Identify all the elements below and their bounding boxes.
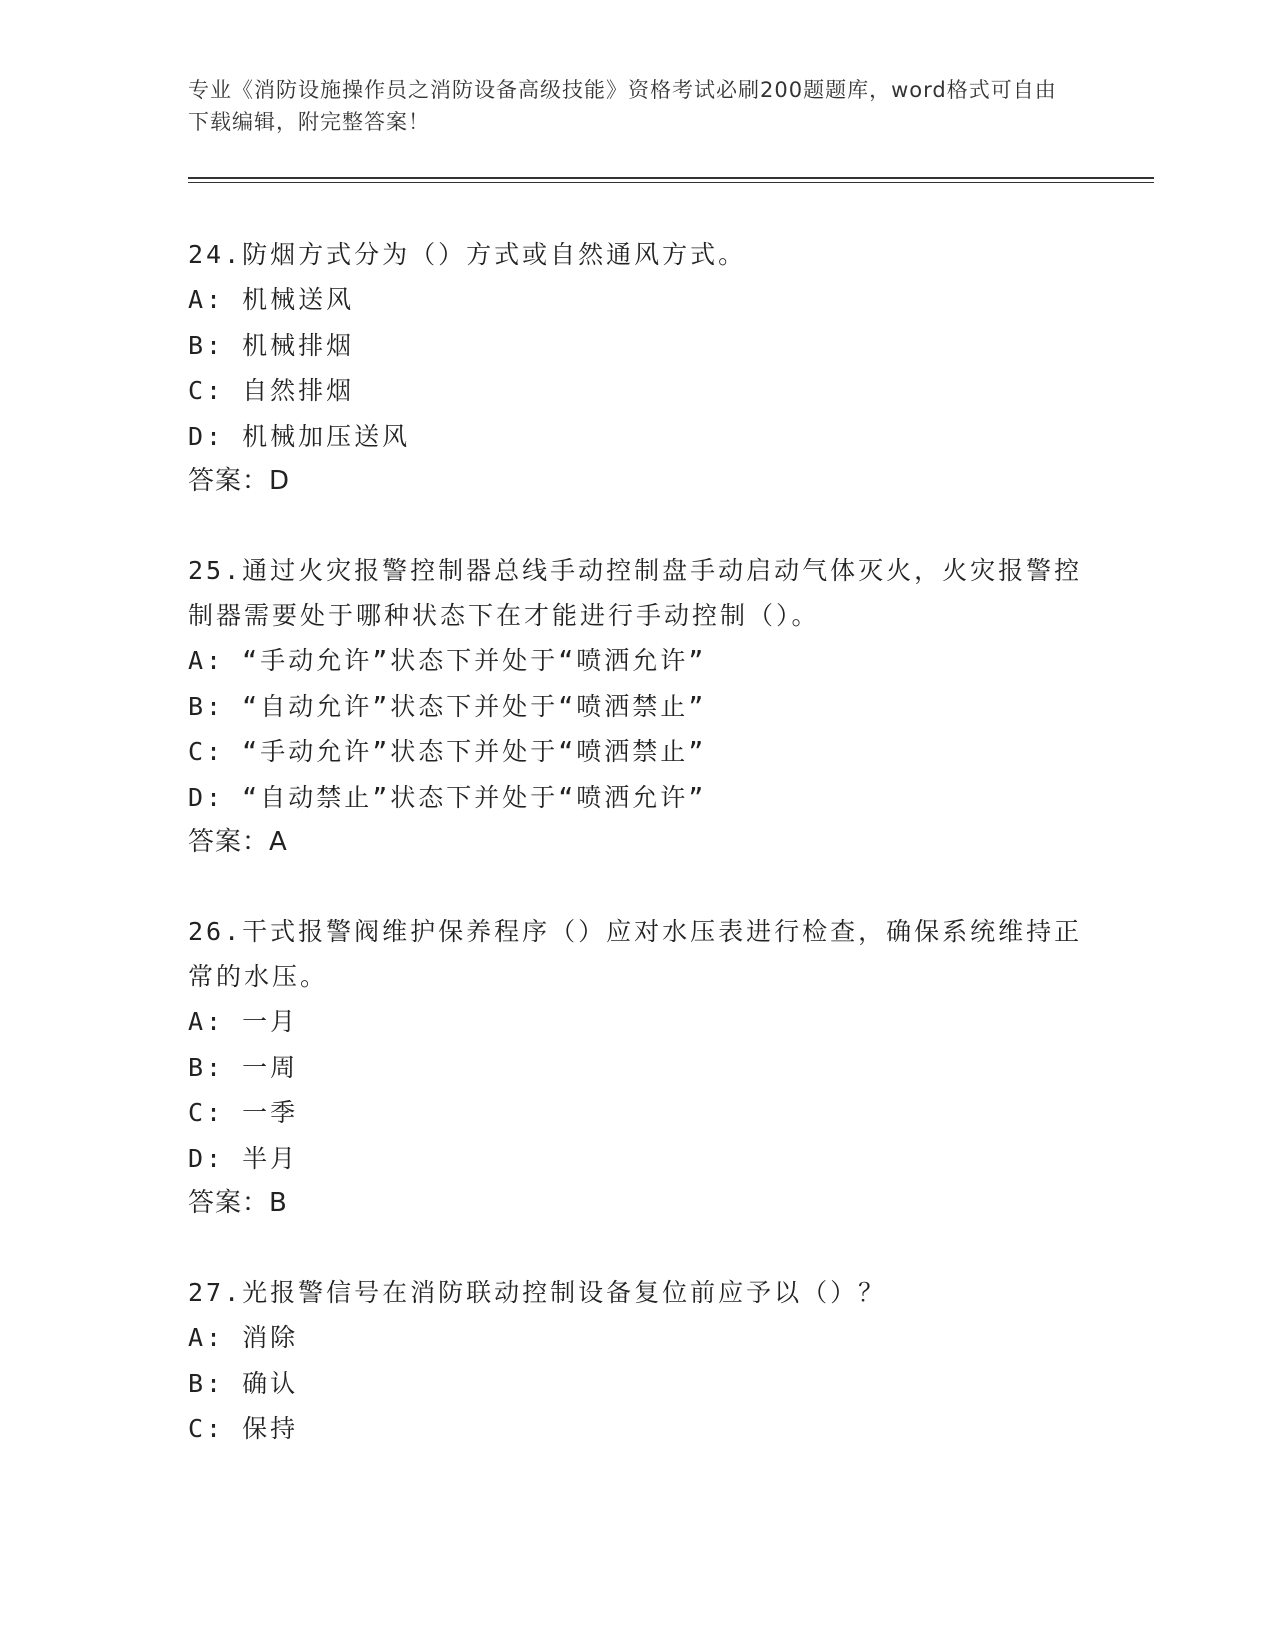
- option-b: B: 机械排烟: [188, 330, 355, 360]
- question-24: [188, 232, 1088, 504]
- question-26: [188, 909, 1088, 1226]
- question-stem: 25.通过火灾报警控制器总线手动控制盘手动启动气体灭火，火灾报警控制器需要处于哪种状态下在才能进行手动控制（）。: [188, 556, 1083, 630]
- question-25: [188, 548, 1088, 865]
- option-b: B: 一周: [188, 1052, 299, 1082]
- option-c: C: 保持: [188, 1414, 299, 1443]
- option-c: C: 自然排烟: [188, 376, 355, 405]
- option-d: D: 半月: [188, 1143, 299, 1173]
- option-b: B: 确认: [188, 1368, 299, 1398]
- question-stem: 27.光报警信号在消防联动控制设备复位前应予以（）？: [188, 1278, 887, 1307]
- option-c: C: “手动允许”状态下并处于“喷洒禁止”: [188, 737, 707, 766]
- header-divider-bottom: [188, 182, 1154, 183]
- option-a: A: 消除: [188, 1323, 299, 1352]
- option-a: A: “手动允许”状态下并处于“喷洒允许”: [188, 646, 707, 675]
- header-divider-top: [188, 177, 1154, 179]
- question-list: [188, 232, 1088, 1496]
- option-d: D: 机械加压送风: [188, 421, 411, 451]
- answer-label: 答案：D: [188, 466, 291, 496]
- option-a: A: 一月: [188, 1007, 299, 1036]
- document-header: 专业《消防设施操作员之消防设备高级技能》资格考试必刷200题题库，word格式可自由下载编辑，附完整答案！: [188, 78, 1057, 134]
- answer-label: 答案：A: [188, 827, 288, 857]
- option-d: D: “自动禁止”状态下并处于“喷洒允许”: [188, 782, 707, 812]
- option-a: A: 机械送风: [188, 285, 355, 314]
- option-b: B: “自动允许”状态下并处于“喷洒禁止”: [188, 691, 707, 721]
- question-stem: 24.防烟方式分为（）方式或自然通风方式。: [188, 240, 747, 269]
- question-stem: 26.干式报警阀维护保养程序（）应对水压表进行检查，确保系统维持正常的水压。: [188, 917, 1083, 991]
- option-c: C: 一季: [188, 1098, 299, 1127]
- answer-label: 答案：B: [188, 1188, 288, 1218]
- question-27: [188, 1270, 1088, 1452]
